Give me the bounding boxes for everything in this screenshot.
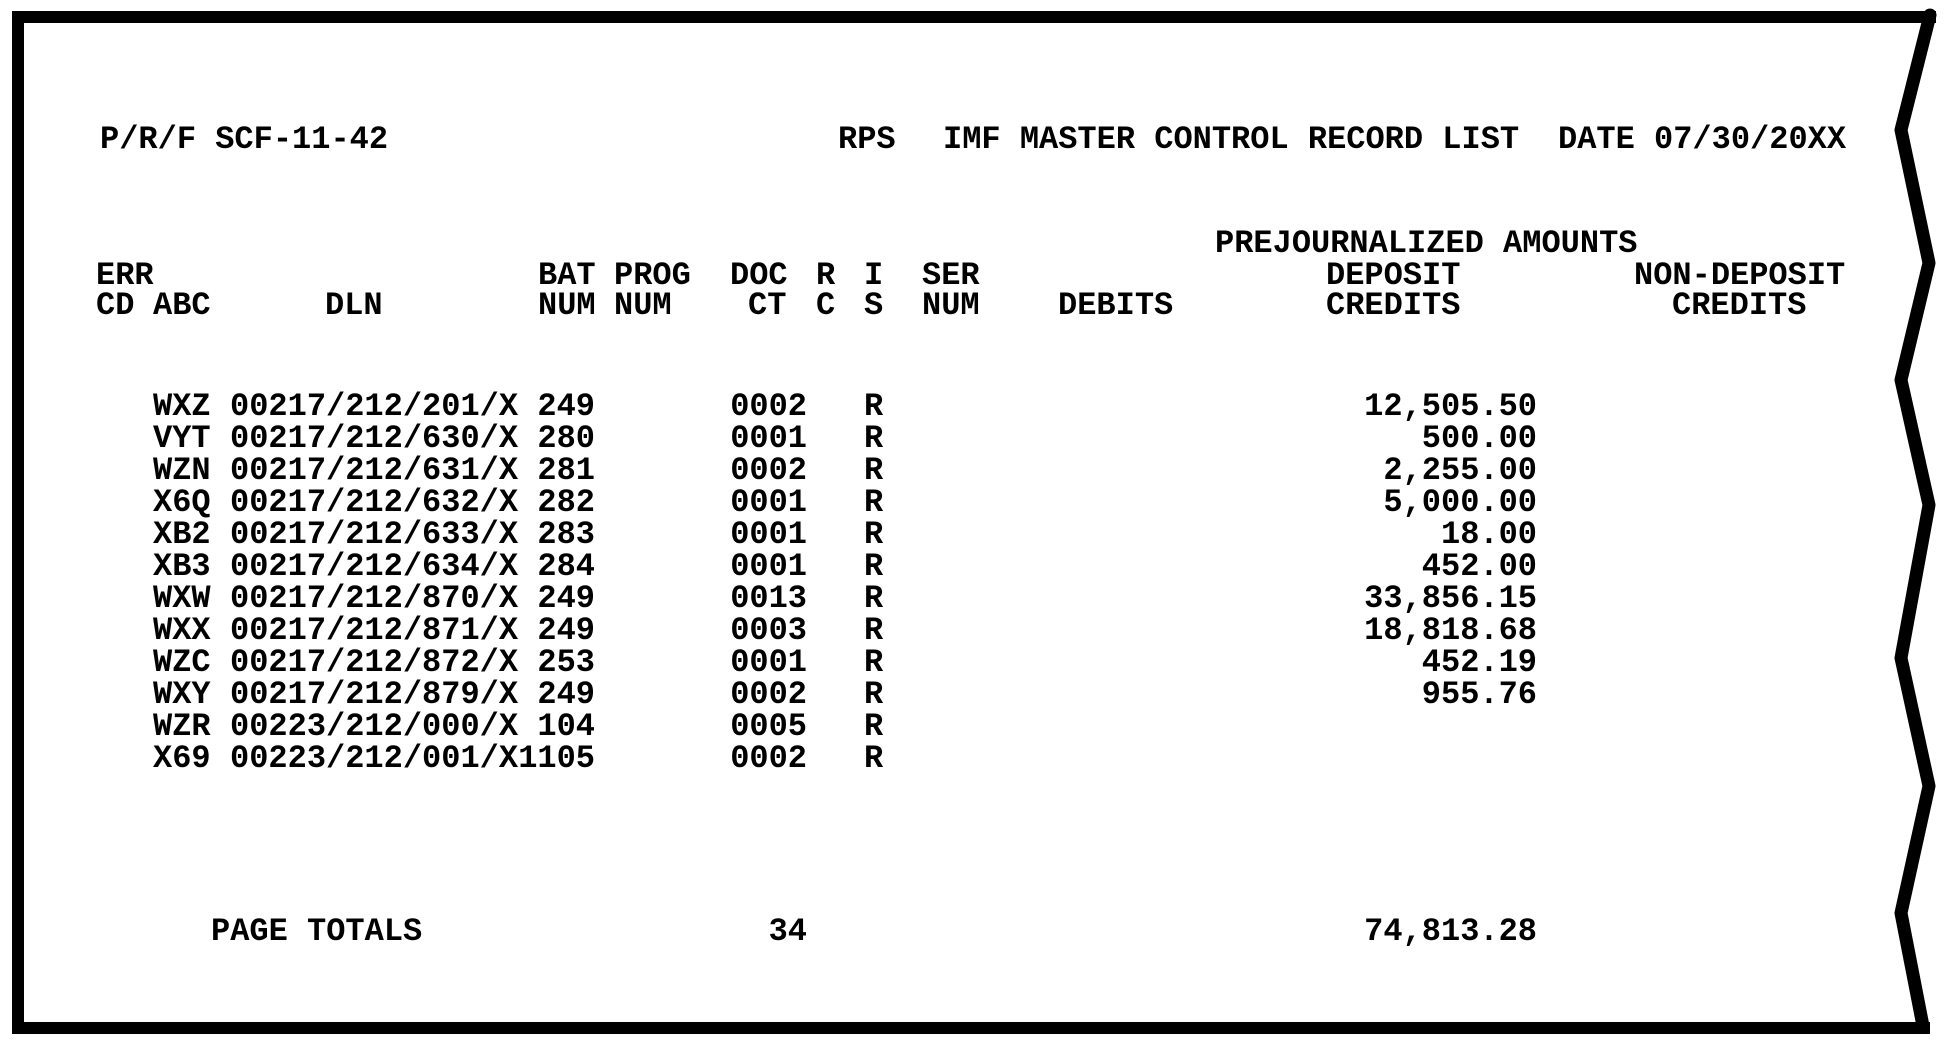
system-name: RPS (838, 121, 896, 158)
cell-doc-ct: 0003 (730, 612, 807, 649)
col-bat-num: NUM (538, 287, 596, 324)
cell-doc-ct: 0001 (730, 644, 807, 681)
cell-abc: WZN (153, 452, 211, 489)
total-doc-ct: 34 (768, 913, 807, 950)
cell-dln: 00217/212/870/X (230, 580, 519, 617)
prejournalized-amounts-header: PREJOURNALIZED AMOUNTS (1215, 225, 1638, 262)
cell-deposit-credits: 33,856.15 (1364, 580, 1537, 617)
col-doc-ct: CT (748, 287, 787, 324)
table-row (0, 644, 1950, 681)
cell-deposit-credits: 500.00 (1421, 420, 1537, 457)
cell-abc: X69 (153, 740, 211, 777)
cell-dln: 00217/212/632/X (230, 484, 519, 521)
cell-doc-ct: 0005 (730, 708, 807, 745)
cell-dln: 00217/212/630/X (230, 420, 519, 457)
cell-dln: 00217/212/879/X (230, 676, 519, 713)
cell-abc: WZR (153, 708, 211, 745)
report-id: P/R/F SCF-11-42 (100, 121, 389, 158)
cell-is-flag: R (864, 484, 884, 521)
cell-dln: 00217/212/634/X (230, 548, 519, 585)
table-row (0, 388, 1950, 425)
cell-abc: X6Q (153, 484, 211, 521)
cell-doc-ct: 0001 (730, 484, 807, 521)
cell-abc: WXY (153, 676, 211, 713)
cell-bat-num: 280 (537, 420, 595, 457)
group-header-line (0, 225, 1950, 262)
col-prog: PROG (614, 257, 691, 294)
cell-is-flag: R (864, 548, 884, 585)
col-ser-num: NUM (922, 287, 980, 324)
page-totals-label: PAGE TOTALS (211, 913, 423, 950)
report-title-line (0, 121, 1950, 158)
cell-dln: 00217/212/631/X (230, 452, 519, 489)
col-c: C (816, 287, 836, 324)
cell-doc-ct: 0001 (730, 420, 807, 457)
col-non-deposit-credits: CREDITS (1672, 287, 1807, 324)
cell-deposit-credits: 12,505.50 (1364, 388, 1537, 425)
cell-bat-num: 281 (537, 452, 595, 489)
table-row (0, 548, 1950, 585)
page-title: IMF MASTER CONTROL RECORD LIST (943, 121, 1520, 158)
cell-is-flag: R (864, 676, 884, 713)
col-ser: SER (922, 257, 980, 294)
cell-doc-ct: 0002 (730, 740, 807, 777)
col-s: S (864, 287, 884, 324)
col-prog-num: NUM (614, 287, 672, 324)
col-deposit: DEPOSIT (1326, 257, 1461, 294)
cell-dln: 00217/212/871/X (230, 612, 519, 649)
cell-deposit-credits: 452.19 (1421, 644, 1537, 681)
page-totals-row (0, 913, 1950, 950)
cell-doc-ct: 0013 (730, 580, 807, 617)
cell-abc: XB2 (153, 516, 211, 553)
column-header-row-2 (0, 287, 1950, 324)
col-deposit-credits: CREDITS (1326, 287, 1461, 324)
cell-doc-ct: 0002 (730, 388, 807, 425)
cell-doc-ct: 0001 (730, 516, 807, 553)
total-deposit-credits: 74,813.28 (1364, 913, 1537, 950)
cell-doc-ct: 0002 (730, 676, 807, 713)
cell-dln: 00223/212/001/X (230, 740, 519, 777)
col-debits: DEBITS (1058, 287, 1174, 324)
cell-bat-num: 249 (537, 388, 595, 425)
col-non-deposit: NON-DEPOSIT (1634, 257, 1846, 294)
col-bat: BAT (538, 257, 596, 294)
cell-bat-num: 1105 (518, 740, 595, 777)
cell-abc: XB3 (153, 548, 211, 585)
cell-abc: WXZ (153, 388, 211, 425)
cell-deposit-credits: 955.76 (1421, 676, 1537, 713)
cell-bat-num: 283 (537, 516, 595, 553)
table-row (0, 452, 1950, 489)
table-row (0, 580, 1950, 617)
table-row (0, 708, 1950, 745)
cell-deposit-credits: 18,818.68 (1364, 612, 1537, 649)
cell-bat-num: 253 (537, 644, 595, 681)
cell-is-flag: R (864, 580, 884, 617)
table-row (0, 740, 1950, 777)
cell-dln: 00223/212/000/X (230, 708, 519, 745)
table-row (0, 484, 1950, 521)
cell-bat-num: 249 (537, 580, 595, 617)
col-doc: DOC (730, 257, 788, 294)
report-date: DATE 07/30/20XX (1558, 121, 1847, 158)
cell-dln: 00217/212/201/X (230, 388, 519, 425)
cell-bat-num: 249 (537, 612, 595, 649)
col-abc: ABC (153, 287, 211, 324)
cell-is-flag: R (864, 420, 884, 457)
cell-deposit-credits: 2,255.00 (1383, 452, 1537, 489)
cell-deposit-credits: 452.00 (1421, 548, 1537, 585)
table-row (0, 676, 1950, 713)
cell-abc: VYT (153, 420, 211, 457)
cell-bat-num: 284 (537, 548, 595, 585)
cell-is-flag: R (864, 452, 884, 489)
cell-is-flag: R (864, 708, 884, 745)
col-i: I (864, 257, 884, 294)
cell-is-flag: R (864, 644, 884, 681)
cell-is-flag: R (864, 740, 884, 777)
cell-deposit-credits: 18.00 (1440, 516, 1537, 553)
cell-bat-num: 104 (537, 708, 595, 745)
cell-deposit-credits: 5,000.00 (1383, 484, 1537, 521)
table-row (0, 612, 1950, 649)
col-r: R (816, 257, 836, 294)
table-row (0, 420, 1950, 457)
cell-abc: WXW (153, 580, 211, 617)
cell-bat-num: 282 (537, 484, 595, 521)
table-row (0, 516, 1950, 553)
cell-doc-ct: 0001 (730, 548, 807, 585)
cell-abc: WXX (153, 612, 211, 649)
cell-is-flag: R (864, 612, 884, 649)
cell-is-flag: R (864, 516, 884, 553)
cell-is-flag: R (864, 388, 884, 425)
cell-dln: 00217/212/872/X (230, 644, 519, 681)
cell-bat-num: 249 (537, 676, 595, 713)
cell-dln: 00217/212/633/X (230, 516, 519, 553)
col-err: ERR (96, 257, 154, 294)
cell-abc: WZC (153, 644, 211, 681)
col-dln: DLN (325, 287, 383, 324)
col-cd: CD (96, 287, 135, 324)
cell-doc-ct: 0002 (730, 452, 807, 489)
